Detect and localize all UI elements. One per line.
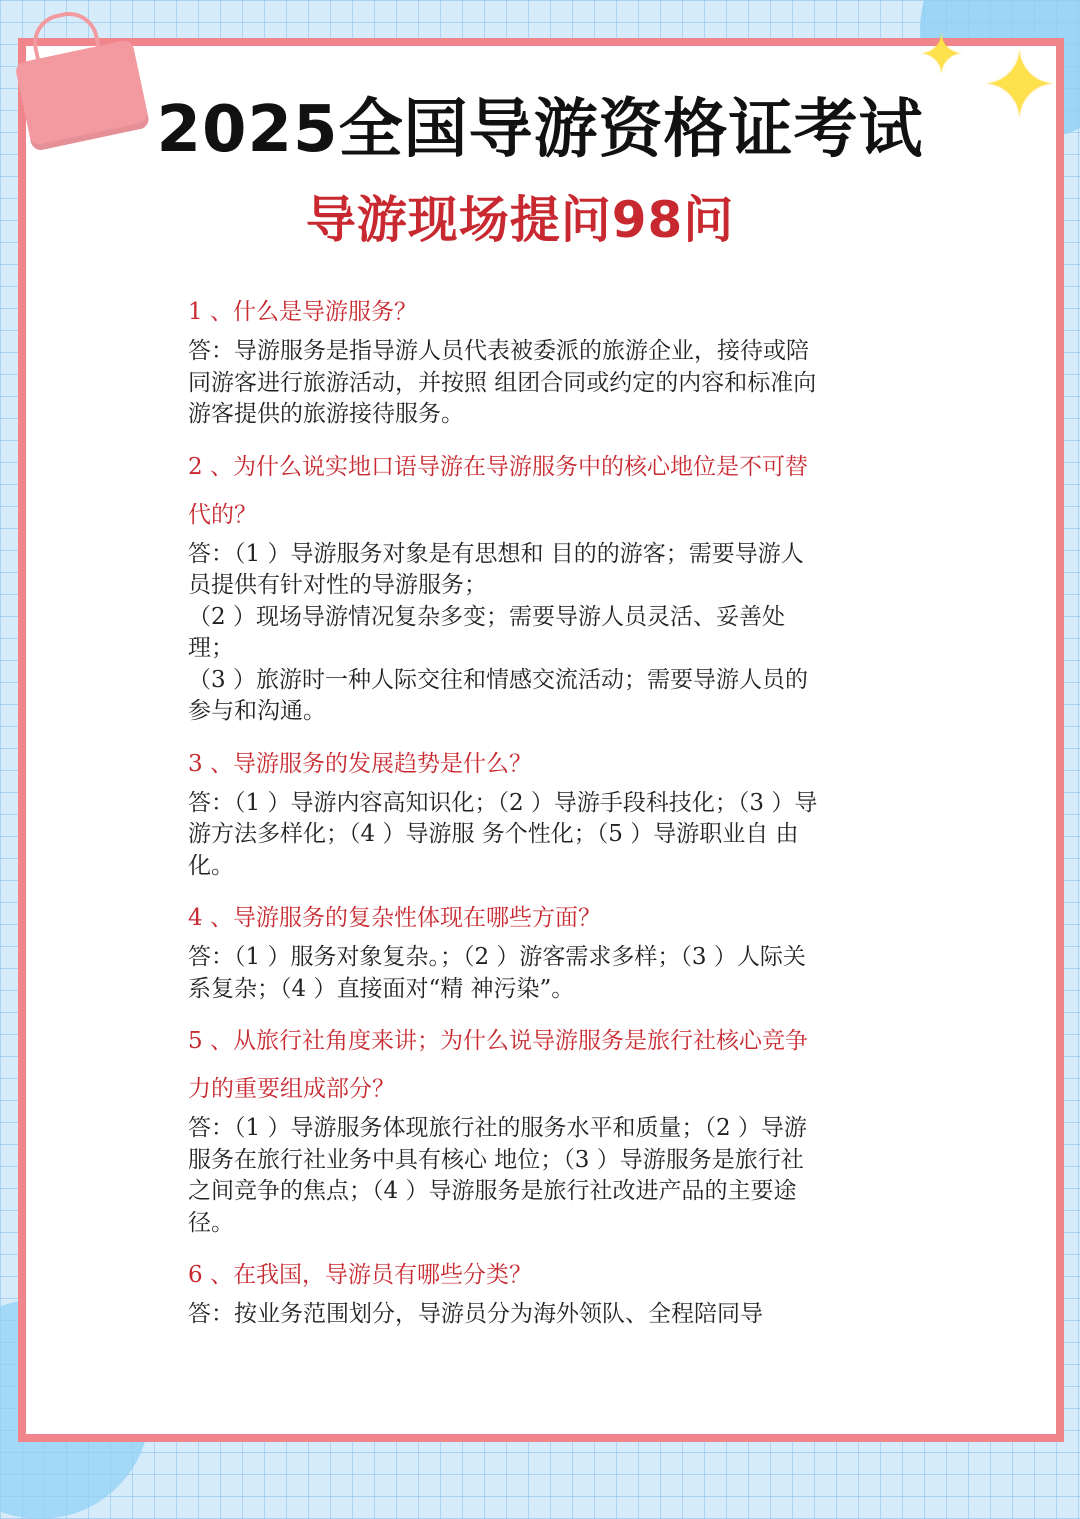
answer-line: 答：（1 ）导游服务对象是有思想和 目的的游客；需要导游人员提供有针对性的导游服务； [188,540,804,598]
question-text: 1 、什么是导游服务？ [188,299,417,325]
answer-line: 答：按业务范围划分，导游员分为海外领队、全程陪同导 [188,1301,763,1327]
question-text: 4 、导游服务的复杂性体现在哪些方面？ [188,905,601,931]
qa-item [188,1251,818,1331]
answer-text [188,1113,818,1239]
qa-list [188,288,818,1343]
answer-line: 答：导游服务是指导游人员代表被委派的旅游企业，接待或陪同游客进行旅游活动，并按照 组团合同或约定的内容和标准向游客提供的旅游接待服务。 [188,338,817,427]
page-title: 2025全国导游资格证考试 [156,93,924,167]
answer-text [188,336,818,431]
answer-line: 答：（1 ）服务对象复杂。；（2 ）游客需求多样；（3 ）人际关系复杂；（4 ）直接面对“精 神污染”。 [188,944,806,1002]
answer-text [188,942,818,1005]
answer-line: （2 ）现场导游情况复杂多变；需要导游人员灵活、妥善处理； [188,603,785,661]
answer-line: 答：（1 ）导游服务体现旅行社的服务水平和质量；（2 ）导游服务在旅行社业务中具有核心 地位；（3 ）导游服务是旅行社之间竞争的焦点；（4 ）导游服务是旅行社改进产品的主要途 径。 [188,1115,807,1236]
qa-item [188,288,818,431]
question-text: 2 、为什么说实地口语导游在导游服务中的核心地位是不可替代的？ [188,453,808,528]
question-text: 5 、从旅行社角度来讲；为什么说导游服务是旅行社核心竞争力的重要组成部分？ [188,1028,808,1102]
qa-item [188,740,818,883]
answer-line: 答：（1 ）导游内容高知识化；（2 ）导游手段科技化；（3 ）导游方法多样化；（4 ）导游服 务个性化；（5 ）导游职业自 由化。 [188,789,818,879]
page-subtitle: 导游现场提问98问 [305,191,735,249]
question-text: 6 、在我国，导游员有哪些分类？ [188,1262,532,1288]
qa-item [188,443,818,728]
qa-item [188,894,818,1005]
question-text: 3 、导游服务的发展趋势是什么？ [188,750,532,777]
answer-text [188,1299,818,1331]
answer-text [188,539,818,728]
sparkle-star-icon: ✦ [980,32,1058,139]
qa-item [188,1017,818,1239]
sparkle-star-icon: ✦ [918,23,964,86]
answer-text [188,788,818,883]
answer-line: （3 ）旅游时一种人际交往和情感交流活动；需要导游人员的参与和沟通。 [188,666,808,724]
